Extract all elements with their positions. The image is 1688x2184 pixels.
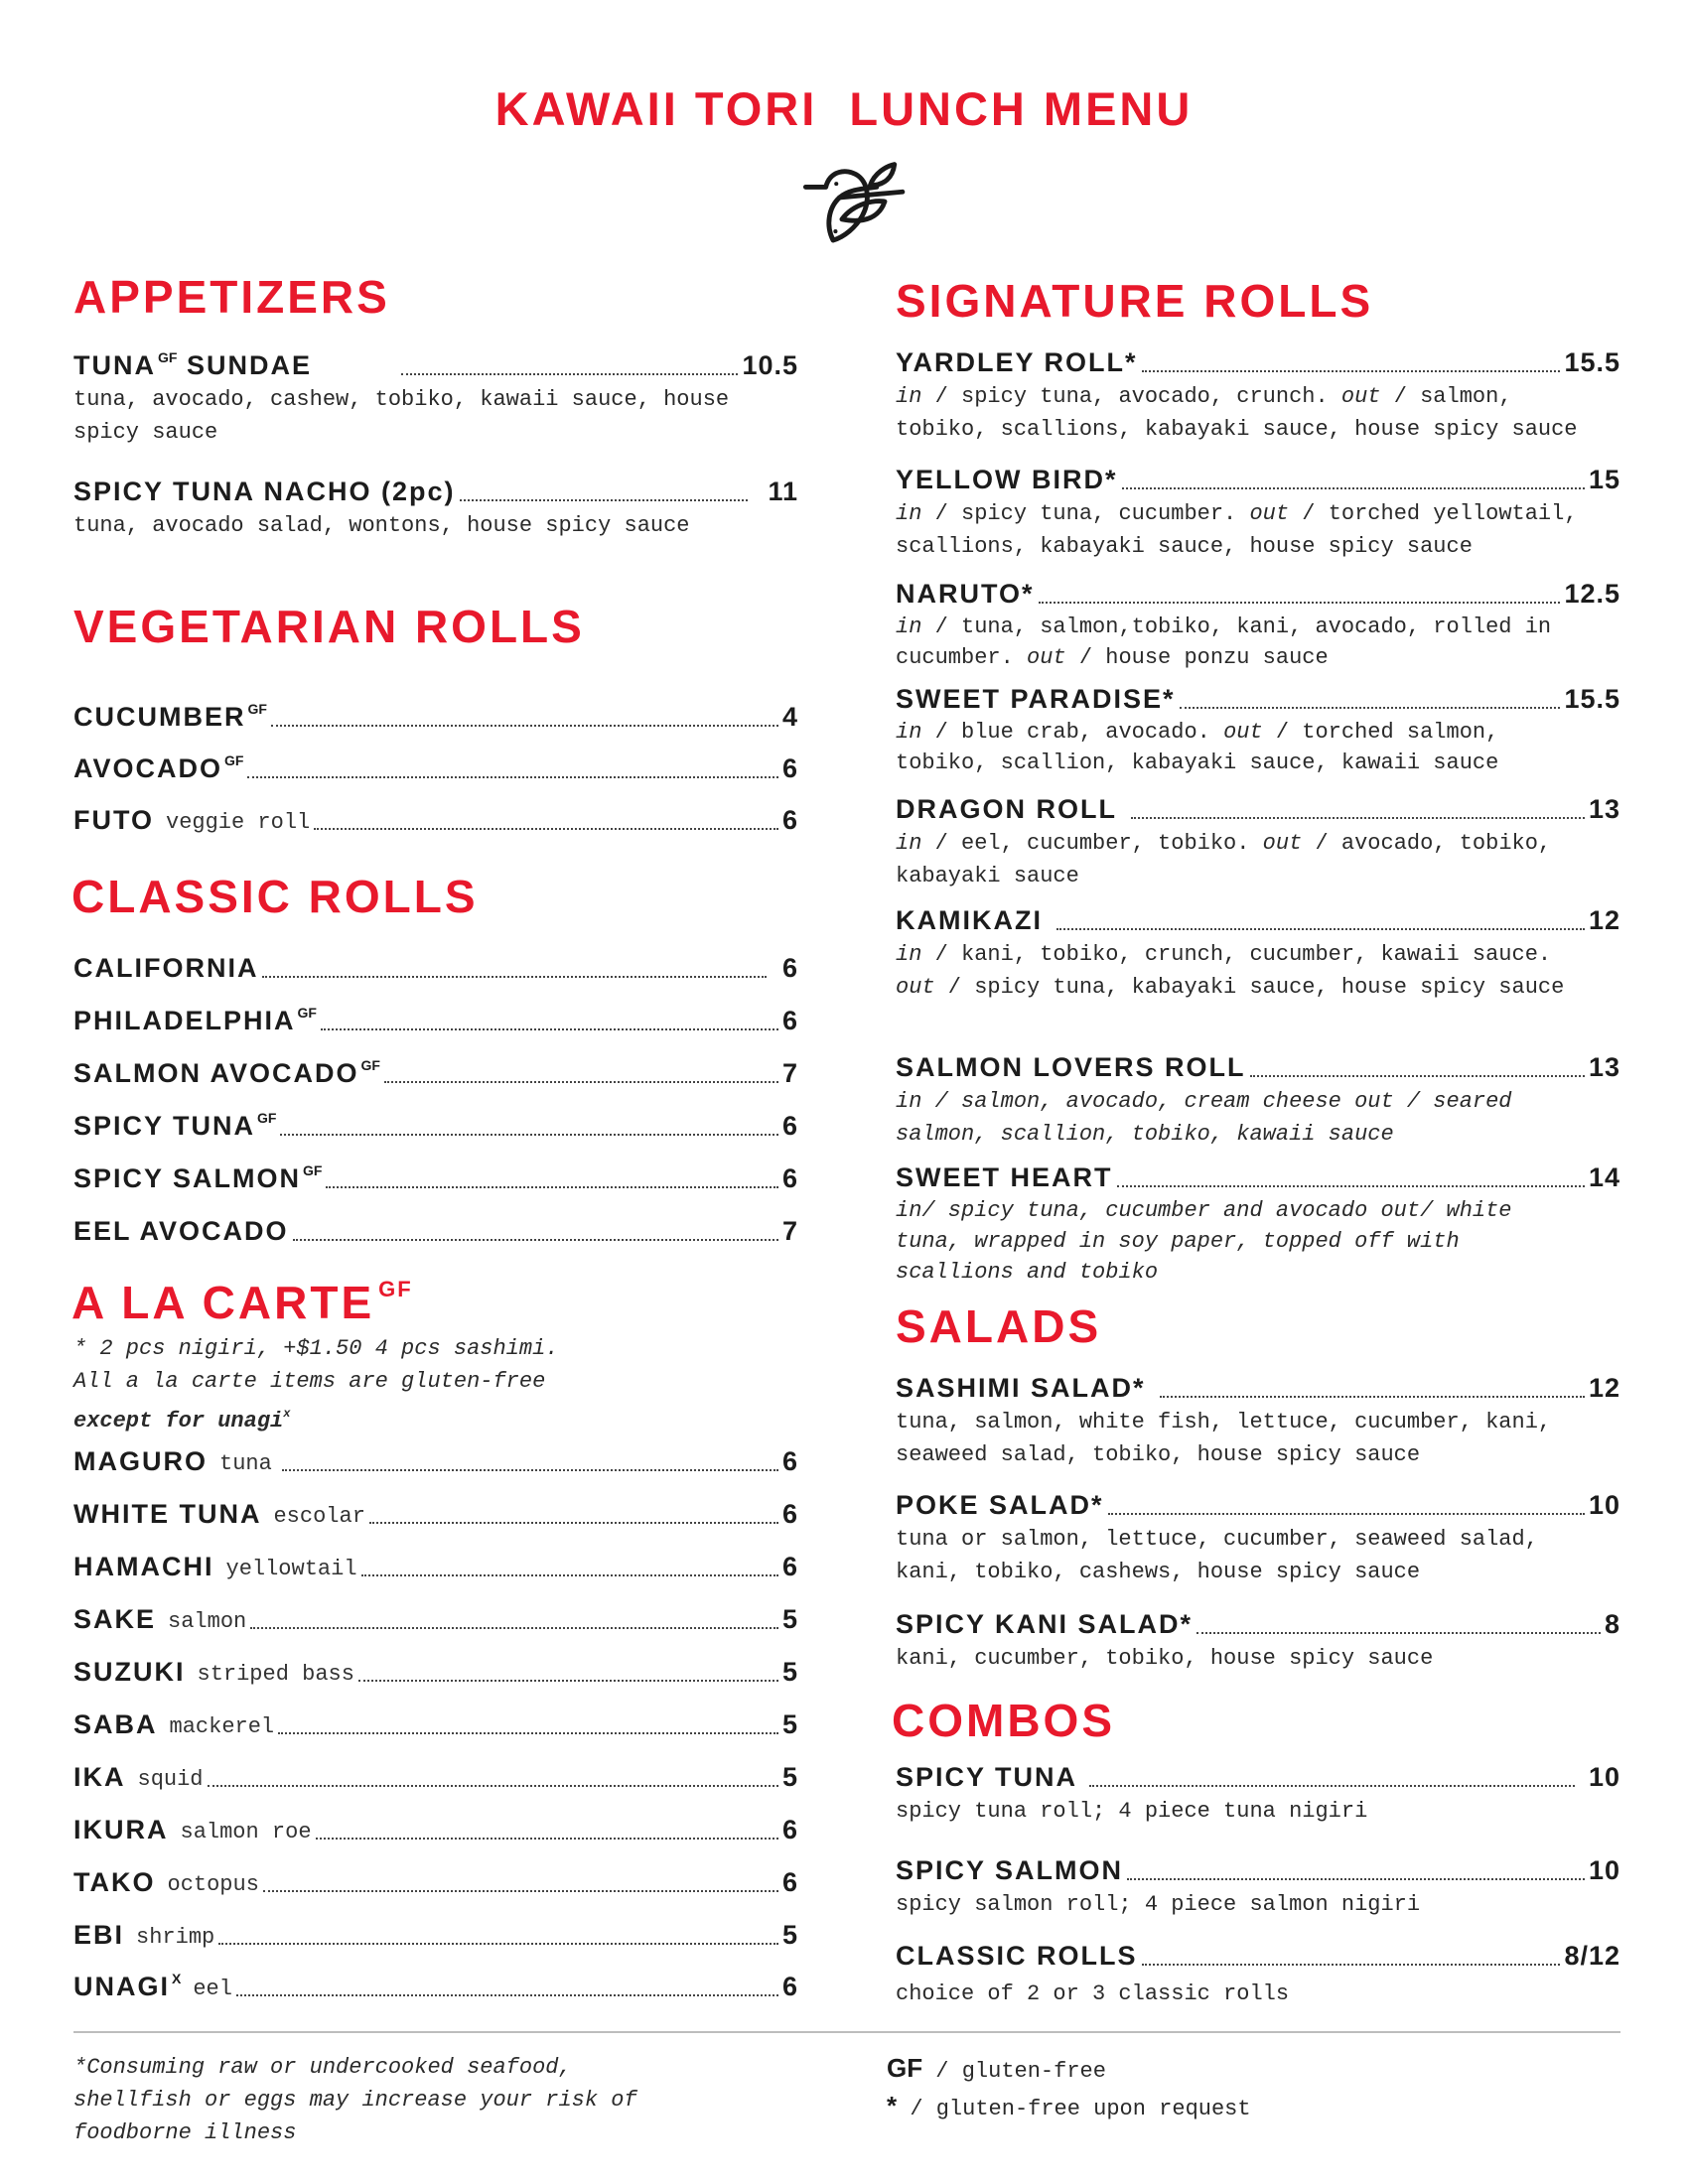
item-subtitle: yellowtail: [225, 1557, 357, 1581]
item-price: 6: [781, 1111, 798, 1141]
legend: [887, 2051, 1251, 2126]
dot-leader: [1039, 602, 1561, 604]
item-name: SWEET PARADISE*: [896, 684, 1176, 714]
item-name: SPICY TUNA: [896, 1762, 1078, 1792]
item-description: in / spicy tuna, avocado, crunch. out / salmon, tobiko, scallions, kabayaki sauce, house spicy sauce: [896, 384, 1578, 442]
menu-item-sake[interactable]: [73, 1599, 798, 1633]
menu-item-yellow-bird[interactable]: [896, 460, 1620, 563]
item-name: SPICY KANI SALAD*: [896, 1609, 1194, 1639]
item-name: PHILADELPHIA $^{GF}$: [73, 1005, 317, 1035]
dot-leader: [1127, 1878, 1585, 1880]
section-title-signature-rolls: SIGNATURE ROLLS: [896, 275, 1374, 327]
menu-item-combo-spicy-salmon[interactable]: [896, 1850, 1620, 1921]
item-subtitle: octopus: [167, 1872, 259, 1897]
dot-leader: [1108, 1513, 1585, 1515]
item-price: 5: [781, 1604, 798, 1634]
item-name: EEL AVOCADO: [73, 1216, 289, 1246]
dot-leader: [384, 1081, 778, 1083]
menu-item-ikura[interactable]: [73, 1810, 798, 1843]
item-name: UNAGI $^X$: [73, 1971, 182, 2001]
menu-item-dragon-roll[interactable]: [896, 789, 1620, 892]
item-name: SASHIMI SALAD*: [896, 1373, 1146, 1403]
item-name: SWEET HEART: [896, 1162, 1113, 1192]
menu-item-white-tuna[interactable]: [73, 1494, 798, 1528]
item-price: 10: [1588, 1762, 1620, 1792]
dot-leader: [1196, 1632, 1601, 1634]
menu-item-spicy-tuna-roll[interactable]: [73, 1106, 798, 1140]
item-name: NARUTO*: [896, 579, 1035, 609]
menu-item-spicy-tuna-nacho[interactable]: [73, 472, 798, 542]
item-price: 6: [781, 1446, 798, 1476]
item-price: 6: [781, 1006, 798, 1035]
menu-item-philadelphia[interactable]: [73, 1001, 798, 1034]
item-description: tuna, salmon, white fish, lettuce, cucumber, kani, seaweed salad, tobiko, house spicy sauce: [896, 1410, 1552, 1467]
dot-leader: [280, 1134, 777, 1136]
item-name: SABA: [73, 1709, 158, 1739]
item-description: tuna, avocado salad, wontons, house spicy sauce: [73, 513, 690, 538]
food-safety-disclaimer: *Consuming raw or undercooked seafood, shellfish or eggs may increase your risk of foodborne illness: [73, 2055, 637, 2145]
menu-item-salmon-lovers-roll[interactable]: [896, 1047, 1620, 1151]
item-name: EBI: [73, 1920, 125, 1950]
dot-leader: [282, 1469, 778, 1471]
legend-item-asterisk: * / gluten-free upon request: [887, 2091, 1251, 2121]
menu-item-tuna-sundae[interactable]: [73, 345, 798, 449]
item-name: TUNA $^{GF}$ SUNDAE: [73, 349, 312, 380]
item-description: in / salmon, avocado, cream cheese out / seared salmon, scallion, tobiko, kawaii sauce: [896, 1089, 1512, 1147]
item-description: kani, cucumber, tobiko, house spicy sauce: [896, 1646, 1434, 1671]
dot-leader: [1056, 928, 1585, 930]
dot-leader: [263, 1890, 778, 1892]
item-description: spicy tuna roll; 4 piece tuna nigiri: [896, 1799, 1368, 1824]
item-price: 13: [1588, 794, 1620, 824]
dot-leader: [401, 373, 738, 375]
dot-leader: [1142, 1964, 1561, 1966]
item-price: 5: [781, 1657, 798, 1687]
item-subtitle: striped bass: [197, 1662, 354, 1687]
item-name: FUTO: [73, 805, 154, 835]
item-name: SPICY SALMON: [896, 1855, 1124, 1885]
item-price: 15.5: [1564, 347, 1620, 377]
section-title-appetizers: APPETIZERS: [73, 271, 390, 323]
item-subtitle: veggie roll: [166, 810, 311, 835]
menu-item-sweet-paradise[interactable]: [896, 679, 1620, 778]
item-name: YARDLEY ROLL*: [896, 347, 1138, 377]
menu-item-poke-salad[interactable]: [896, 1485, 1620, 1588]
dot-leader: [208, 1785, 778, 1787]
dot-leader: [1250, 1075, 1585, 1077]
menu-item-maguro[interactable]: [73, 1441, 798, 1475]
item-description: in / blue crab, avocado. out / torched salmon, tobiko, scallion, kabayaki sauce, kawaii sauce: [896, 720, 1499, 775]
item-subtitle: salmon: [168, 1609, 247, 1634]
item-description: in / spicy tuna, cucumber. out / torched yellowtail, scallions, kabayaki sauce, house spicy sauce: [896, 501, 1578, 559]
menu-item-eel-avocado[interactable]: [73, 1211, 798, 1245]
item-subtitle: eel: [193, 1977, 232, 2001]
bird-with-leaf-icon: [781, 147, 911, 256]
item-name: SAKE: [73, 1604, 157, 1634]
item-price: 15: [1588, 465, 1620, 494]
dot-leader: [250, 1627, 778, 1629]
item-name: CUCUMBER $^{GF}$: [73, 701, 267, 732]
item-name: SALMON AVOCADO $^{GF}$: [73, 1057, 380, 1088]
section-title-vegetarian-rolls: VEGETARIAN ROLLS: [73, 601, 585, 652]
menu-item-tako[interactable]: [73, 1862, 798, 1896]
item-description: in/ spicy tuna, cucumber and avocado out/ white tuna, wrapped in soy paper, topped off with scallions and tobiko: [896, 1198, 1512, 1285]
item-price: 4: [781, 702, 798, 732]
dot-leader: [358, 1680, 778, 1682]
item-name: SALMON LOVERS ROLL: [896, 1052, 1246, 1082]
item-name: MAGURO: [73, 1446, 208, 1476]
menu-item-suzuki[interactable]: [73, 1652, 798, 1686]
item-description: tuna or salmon, lettuce, cucumber, seaweed salad, kani, tobiko, cashews, house spicy sauce: [896, 1527, 1538, 1584]
menu-item-salmon-avocado[interactable]: [73, 1053, 798, 1087]
section-title-combos: COMBOS: [892, 1695, 1115, 1746]
item-subtitle: shrimp: [136, 1925, 215, 1950]
dot-leader: [218, 1943, 778, 1945]
item-price: 6: [781, 1972, 798, 2001]
item-price: 12.5: [1564, 579, 1620, 609]
dot-leader: [361, 1574, 778, 1576]
item-price: 7: [781, 1216, 798, 1246]
menu-item-yardley-roll[interactable]: [896, 342, 1620, 446]
item-name: HAMACHI: [73, 1552, 214, 1581]
item-price: 6: [781, 1552, 798, 1581]
item-description: in / eel, cucumber, tobiko. out / avocado, tobiko, kabayaki sauce: [896, 831, 1552, 888]
item-price: 5: [781, 1709, 798, 1739]
item-subtitle: mackerel: [169, 1714, 275, 1739]
item-price: 5: [781, 1920, 798, 1950]
item-name: SUZUKI: [73, 1657, 186, 1687]
menu-item-california[interactable]: [73, 948, 798, 982]
dot-leader: [271, 725, 778, 727]
item-name: YELLOW BIRD*: [896, 465, 1118, 494]
dot-leader: [262, 976, 766, 978]
item-description: spicy salmon roll; 4 piece salmon nigiri: [896, 1892, 1421, 1917]
item-subtitle: escolar: [273, 1504, 365, 1529]
item-name: CALIFORNIA: [73, 953, 259, 983]
dot-leader: [247, 776, 778, 778]
section-title-classic-rolls: CLASSIC ROLLS: [71, 871, 479, 922]
legend-item-gf: GF / gluten-free: [887, 2053, 1106, 2084]
item-price: 10: [1588, 1490, 1620, 1520]
item-price: 10.5: [742, 350, 798, 380]
item-price: 10: [1588, 1855, 1620, 1885]
item-name: KAMIKAZI: [896, 905, 1043, 935]
item-name: SPICY TUNA NACHO (2pc): [73, 477, 456, 506]
menu-title: KAWAII TORI LUNCH MENU: [494, 82, 1194, 135]
menu-item-sashimi-salad[interactable]: [896, 1368, 1620, 1471]
dot-leader: [460, 499, 749, 501]
item-price: 6: [781, 1499, 798, 1529]
dot-leader: [236, 1994, 778, 1996]
item-price: 11: [768, 477, 798, 506]
item-price: 6: [781, 1163, 798, 1193]
item-name: IKA: [73, 1762, 126, 1792]
menu-item-kamikazi[interactable]: [896, 900, 1620, 1004]
item-name: SPICY TUNA $^{GF}$: [73, 1110, 277, 1141]
dot-leader: [369, 1522, 778, 1524]
menu-item-avocado[interactable]: [73, 749, 798, 782]
dot-leader: [1180, 707, 1561, 709]
dot-leader: [293, 1239, 778, 1241]
menu-item-saba[interactable]: [73, 1705, 798, 1738]
item-price: 7: [781, 1058, 798, 1088]
menu-item-futo[interactable]: [73, 800, 798, 834]
item-name: POKE SALAD*: [896, 1490, 1104, 1520]
dot-leader: [1122, 487, 1585, 489]
menu-item-combo-classic-rolls[interactable]: [896, 1936, 1620, 2010]
menu-item-combo-spicy-tuna[interactable]: [896, 1757, 1620, 1828]
item-price: 13: [1588, 1052, 1620, 1082]
item-price: 6: [781, 753, 798, 783]
menu-item-ika[interactable]: [73, 1757, 798, 1791]
item-description: choice of 2 or 3 classic rolls: [896, 1981, 1290, 2006]
item-subtitle: salmon roe: [180, 1820, 312, 1844]
item-name: SPICY SALMON $^{GF}$: [73, 1162, 323, 1193]
menu-item-cucumber[interactable]: [73, 697, 798, 731]
section-title-salads: SALADS: [896, 1300, 1102, 1352]
item-name: WHITE TUNA: [73, 1499, 262, 1529]
item-description: tuna, avocado, cashew, tobiko, kawaii sauce, house spicy sauce: [73, 387, 730, 445]
item-subtitle: tuna: [219, 1451, 272, 1476]
footer-divider: [73, 2031, 1620, 2033]
dot-leader: [321, 1028, 778, 1030]
dot-leader: [314, 828, 778, 830]
dot-leader: [1142, 370, 1561, 372]
item-name: DRAGON ROLL: [896, 794, 1117, 824]
item-description: in / kani, tobiko, crunch, cucumber, kawaii sauce. out / spicy tuna, kabayaki sauce, house spicy sauce: [896, 942, 1565, 1000]
item-price: 6: [781, 1815, 798, 1844]
item-name: TAKO: [73, 1867, 156, 1897]
menu-item-spicy-kani-salad[interactable]: [896, 1604, 1620, 1675]
item-price: 14: [1588, 1162, 1620, 1192]
dot-leader: [326, 1186, 777, 1188]
item-name: AVOCADO $^{GF}$: [73, 752, 244, 783]
item-price: 12: [1588, 905, 1620, 935]
dot-leader: [316, 1838, 778, 1840]
menu-item-spicy-salmon-roll[interactable]: [73, 1159, 798, 1192]
item-price: 6: [781, 953, 798, 983]
dot-leader: [278, 1732, 778, 1734]
dot-leader: [1089, 1785, 1575, 1787]
item-subtitle: squid: [137, 1767, 204, 1792]
item-price: 8/12: [1564, 1941, 1620, 1971]
item-description: in / tuna, salmon,tobiko, kani, avocado, rolled in cucumber. out / house ponzu sauce: [896, 614, 1552, 670]
item-price: 6: [781, 805, 798, 835]
menu-item-sweet-heart[interactable]: [896, 1158, 1620, 1288]
section-title-a-la-carte: A LA CARTE $^{GF}$: [71, 1277, 413, 1328]
dot-leader: [1131, 817, 1585, 819]
item-price: 15.5: [1564, 684, 1620, 714]
a-la-carte-note: * 2 pcs nigiri, +$1.50 4 pcs sashimi. All a la carte items are gluten-free except for unagi$^x$: [73, 1336, 559, 1433]
item-price: 5: [781, 1762, 798, 1792]
dot-leader: [1160, 1396, 1585, 1398]
menu-item-hamachi[interactable]: [73, 1547, 798, 1580]
dot-leader: [1117, 1185, 1585, 1187]
menu-item-unagi[interactable]: [73, 1967, 798, 2000]
item-price: 12: [1588, 1373, 1620, 1403]
item-name: IKURA: [73, 1815, 169, 1844]
menu-item-ebi[interactable]: [73, 1915, 798, 1949]
item-price: 8: [1604, 1609, 1620, 1639]
item-name: CLASSIC ROLLS: [896, 1941, 1138, 1971]
item-price: 6: [781, 1867, 798, 1897]
menu-item-naruto[interactable]: [896, 574, 1620, 673]
